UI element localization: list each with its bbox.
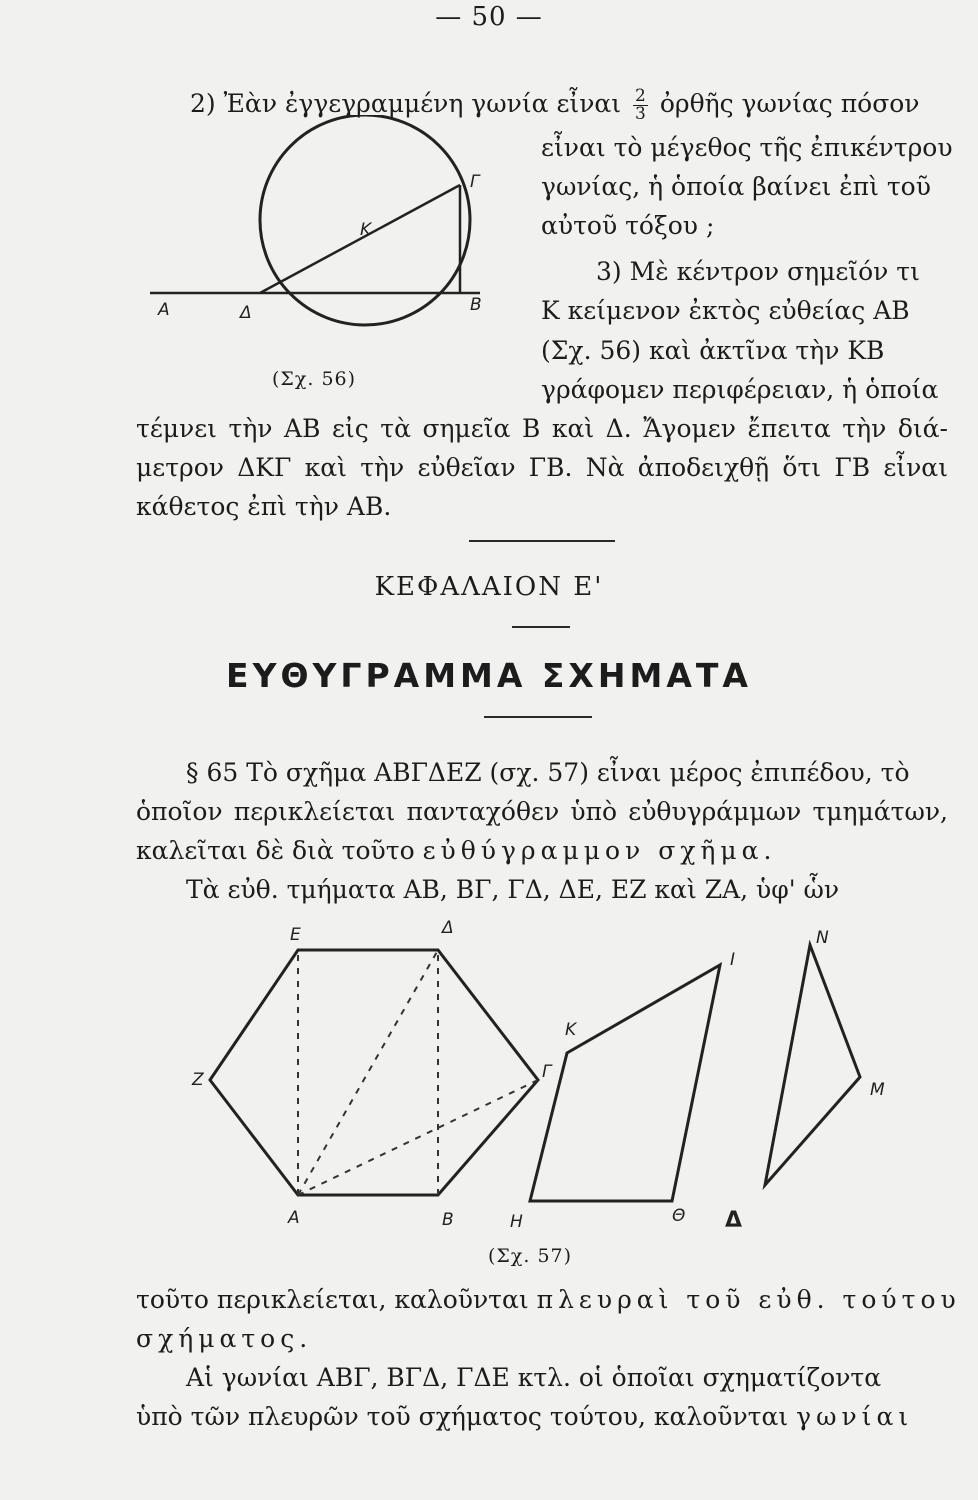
problem2-line2: εἶναι τὸ μέγεθος τῆς ἐπικέντρου <box>541 133 953 162</box>
figure-56 <box>140 115 500 375</box>
continuation-line1-pre: τοῦτο περικλείεται, καλοῦνται <box>136 1285 529 1314</box>
problem2-line1-post: ὀρθῆς γωνίας πόσον <box>659 89 920 118</box>
fig57-label-a: Α <box>288 1208 300 1228</box>
fig57-label-g: Γ <box>542 1062 552 1082</box>
chapter-title: ΕΥΘΥΓΡΑΜΜΑ ΣΧΗΜΑΤΑ <box>226 656 752 695</box>
continuation-line4 <box>136 1402 913 1432</box>
continuation-line3: Αἱ γωνίαι ΑΒΓ, ΒΓΔ, ΓΔΕ κτλ. οἱ ὁποῖαι σχηματίζοντα <box>186 1363 882 1392</box>
fig57-label-i: Ι <box>730 950 736 970</box>
problem3-line1: 3) Μὲ κέντρον σημεῖόν τι <box>596 257 920 286</box>
fig57-label-n: Ν <box>816 928 829 948</box>
fig57-triangle <box>765 945 860 1185</box>
fig56-label-delta: Δ <box>240 303 252 323</box>
fig56-caption: (Σχ. 56) <box>272 368 357 390</box>
problem3-line5: τέμνει τὴν ΑΒ εἰς τὰ σημεῖα Β καὶ Δ. Ἄγομεν ἔπειτα τὴν διά- <box>136 414 948 443</box>
fig57-label-m: Μ <box>870 1080 885 1100</box>
fig57-label-d: Δ <box>442 918 454 938</box>
emphasized-term: εὐθύγραμμον σχῆμα. <box>422 836 777 865</box>
problem2-line1-pre: 2) Ἐὰν ἐγγεγραμμένη γωνία εἶναι <box>190 89 622 118</box>
fig56-label-beta: Β <box>470 295 482 315</box>
page-number: — 50 — <box>435 2 543 32</box>
section65-line2: ὁποῖον περικλείεται πανταχόθεν ὑπὸ εὐθυγράμμων τμημάτων, <box>136 797 948 826</box>
fig57-label-delta: Δ <box>725 1208 743 1233</box>
section65-line3 <box>136 836 776 866</box>
fig57-diagonal-ad <box>298 950 438 1195</box>
divider-middle <box>512 626 570 628</box>
fig57-diagonal-ag <box>298 1080 538 1195</box>
problem2-line3: γωνίας, ἡ ὁποία βαίνει ἐπὶ τοῦ <box>541 172 931 201</box>
section65-line4: Τὰ εὐθ. τμήματα ΑΒ, ΒΓ, ΓΔ, ΔΕ, ΕΖ καὶ ΖΑ, ὑφ' ὧν <box>186 875 840 904</box>
problem2-line4: αὐτοῦ τόξου ; <box>541 211 715 240</box>
fig57-label-k: Κ <box>565 1020 577 1040</box>
fig56-label-kappa: Κ <box>360 220 372 240</box>
fraction-numerator: 2 <box>635 86 646 106</box>
problem3-line7: κάθετος ἐπὶ τὴν ΑΒ. <box>136 492 392 521</box>
figure-57 <box>180 915 940 1235</box>
fig57-label-b: Β <box>442 1210 454 1230</box>
divider-top <box>469 540 615 542</box>
continuation-line4-pre: ὑπὸ τῶν πλευρῶν τοῦ σχήματος τούτου, καλοῦνται <box>136 1402 789 1431</box>
problem3-line3: (Σχ. 56) καὶ ἀκτῖνα τὴν ΚΒ <box>541 336 885 365</box>
section65-line1: § 65 Τὸ σχῆμα ΑΒΓΔΕΖ (σχ. 57) εἶναι μέρος ἐπιπέδου, τὸ <box>186 758 910 787</box>
fraction-two-thirds <box>633 88 648 123</box>
emphasized-term-angles: γωνίαι <box>796 1402 914 1431</box>
fig56-label-alpha: Α <box>158 300 170 320</box>
problem3-line4: γράφομεν περιφέρειαν, ἡ ὁποία <box>541 375 939 404</box>
divider-bottom <box>484 716 592 718</box>
section65-line3-pre: καλεῖται δὲ διὰ τοῦτο <box>136 836 415 865</box>
fig57-hexagon <box>210 950 538 1195</box>
fig57-label-th: Θ <box>672 1206 686 1226</box>
fig57-label-e: Ε <box>290 925 301 945</box>
fig57-caption: (Σχ. 57) <box>488 1245 573 1267</box>
continuation-line1 <box>136 1285 961 1315</box>
fig57-quadrilateral <box>530 965 720 1201</box>
problem3-line6: μετρον ΔΚΓ καὶ τὴν εὐθεῖαν ΓΒ. Νὰ ἀποδειχθῇ ὅτι ΓΒ εἶναι <box>136 453 948 482</box>
continuation-line2: σχήματος. <box>136 1324 313 1353</box>
chapter-heading: ΚΕΦΑΛΑΙΟΝ Ε' <box>374 572 604 602</box>
fraction-denominator: 3 <box>635 104 646 124</box>
emphasized-term-sides: πλευραὶ τοῦ εὐθ. τούτου <box>536 1285 961 1314</box>
problem3-line2: Κ κείμενον ἐκτὸς εὐθείας ΑΒ <box>541 296 910 325</box>
fig56-label-gamma: Γ <box>470 172 480 192</box>
fig57-label-z: Ζ <box>192 1070 204 1090</box>
fig57-label-h: Η <box>510 1212 523 1232</box>
